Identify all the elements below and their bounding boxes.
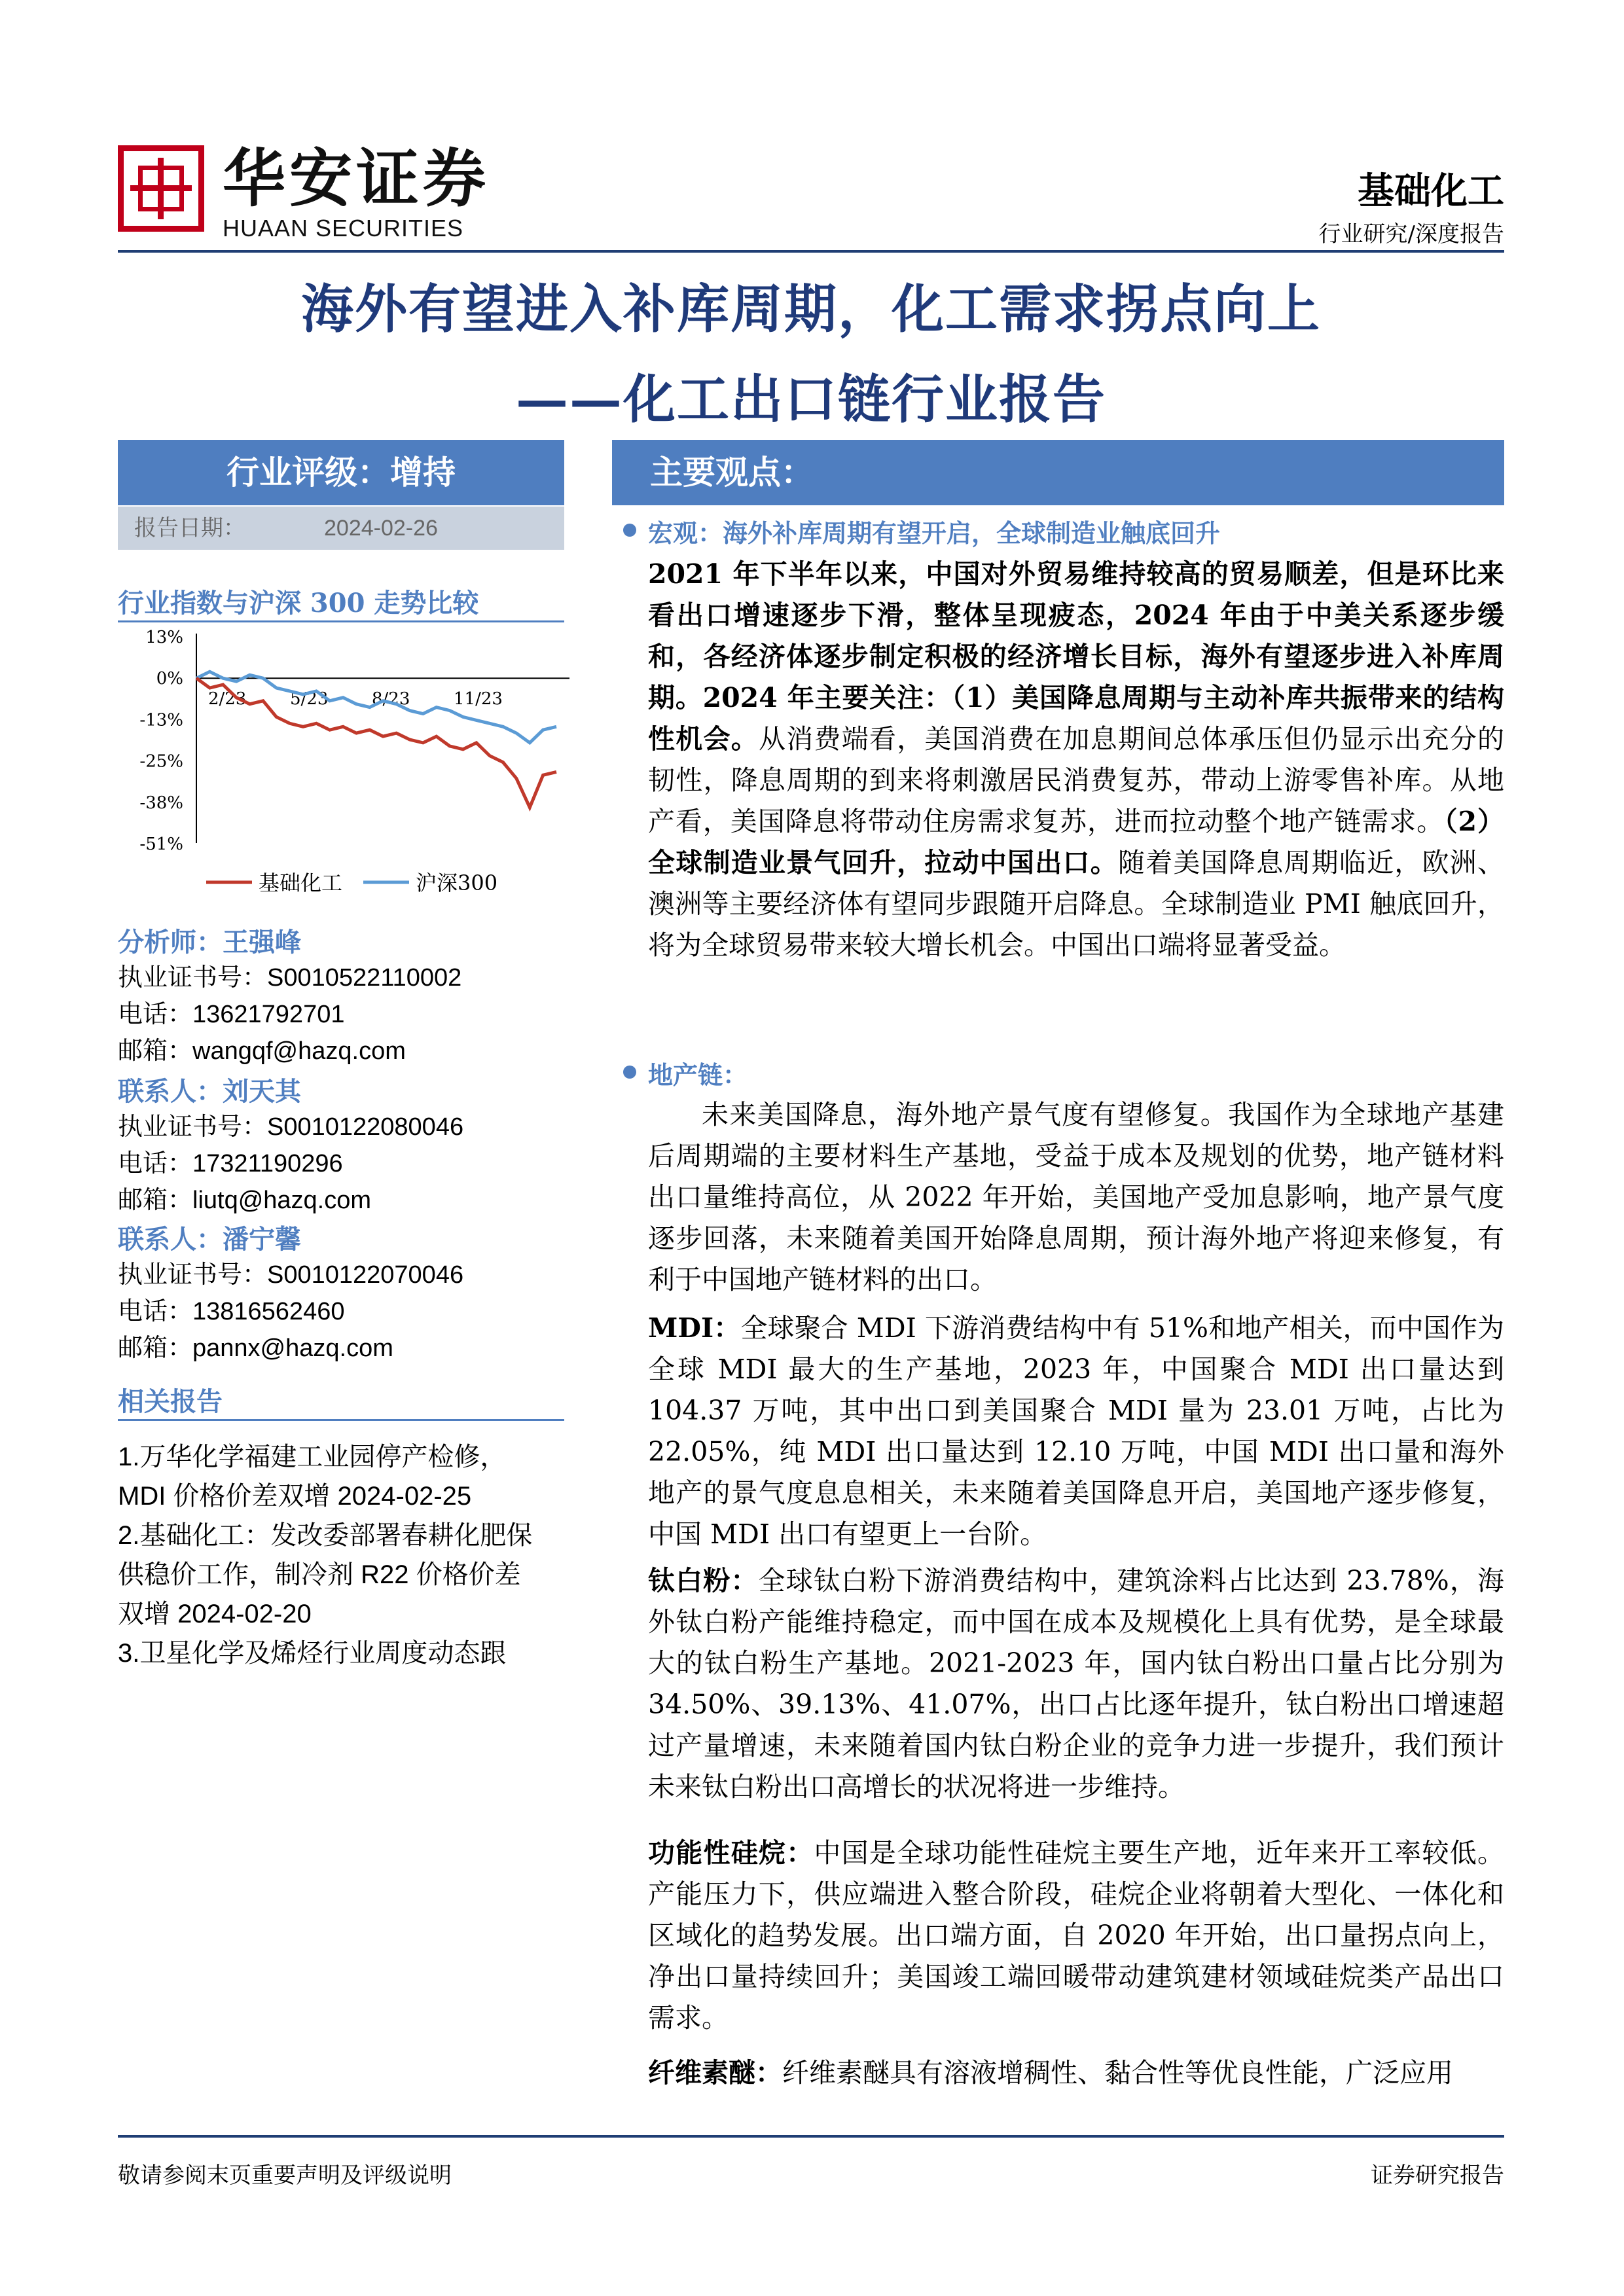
footer-label: 证券研究报告 [1371, 2162, 1504, 2189]
related-report-line[interactable]: 供稳价工作，制冷剂 R22 价格价差 [118, 1560, 521, 1589]
contact1-email[interactable]: 邮箱：liutq@hazq.com [118, 1187, 372, 1214]
related-report-line[interactable]: 双增 2024-02-20 [118, 1600, 312, 1628]
y-tick-label: 13% [145, 628, 183, 647]
contact2-cert: 执业证书号：S0010122070046 [118, 1261, 464, 1289]
related-report-line[interactable]: 3.卫星化学及烯烃行业周度动态跟 [118, 1639, 507, 1668]
legend-label-hs300: 沪深300 [416, 870, 498, 895]
x-tick-label: 2/23 [208, 689, 247, 709]
report-subtitle: ——化工出口链行业报告 [516, 368, 1106, 430]
silane-label: 功能性硅烷： [648, 1837, 814, 1869]
contact2-heading: 联系人：潘宁馨 [118, 1224, 301, 1255]
y-tick-label: -25% [139, 751, 183, 772]
related-report-line[interactable]: MDI 价格价差双增 2024-02-25 [118, 1482, 472, 1511]
logo-mark [118, 145, 204, 232]
analyst-cert: 执业证书号：S0010522110002 [118, 964, 462, 992]
report-date-label: 报告日期： [134, 515, 245, 541]
main-points-heading: 主要观点： [650, 453, 814, 492]
industry-rating: 行业评级：增持 [118, 440, 564, 505]
contact2-email[interactable]: 邮箱：pannx@hazq.com [118, 1335, 393, 1362]
analyst-email[interactable]: 邮箱：wangqf@hazq.com [118, 1037, 406, 1065]
cellulose-text: 纤维素醚具有溶液增稠性、黏合性等优良性能，广泛应用 [782, 2057, 1453, 2089]
macro-paragraph [648, 554, 1504, 966]
logo-english-name: HUAAN SECURITIES [223, 215, 464, 242]
analyst-heading: 分析师：王强峰 [118, 927, 301, 958]
y-tick-label: 0% [156, 669, 183, 689]
contact1-heading: 联系人：刘天其 [118, 1076, 301, 1107]
x-tick-label: 8/23 [372, 689, 410, 709]
mdi-paragraph [648, 1308, 1504, 1555]
tio2-text: 全球钛白粉下游消费结构中，建筑涂料占比达到 23.78%，海外钛白粉产能维持稳定，而中国在成本及规模化上具有优势，是全球最大的钛白粉生产基地。2021-2023 年，国内钛白粉出口量占比分别为 34.50%、39.13%、41.07%，出口占比逐年提升，钛白粉出口增速超过产量增速，未来随着国内钛白粉企业的竞争力进一步提升，我们预计未来钛白粉出口高增长的状况将进一步维持。 [648, 1565, 1505, 1803]
macro-heading: 宏观：海外补库周期有望开启，全球制造业触底回升 [648, 518, 1221, 548]
x-tick-label: 11/23 [454, 689, 503, 709]
cellulose-paragraph [648, 2053, 1504, 2094]
bullet-icon [623, 1066, 636, 1079]
logo-chinese-name: 华安证券 [223, 141, 490, 215]
chart-heading: 行业指数与沪深 300 走势比较 [118, 588, 479, 619]
report-date-value: 2024-02-26 [324, 516, 438, 541]
property-paragraph: 未来美国降息，海外地产景气度有望修复。我国作为全球地产基建后周期端的主要材料生产基地，受益于成本及规划的优势，地产链材料出口量维持高位，从 2022 年开始，美国地产受加息影响，地产景气度逐步回落，未来随着美国开始降息周期，预计海外地产将迎来修复，有利于中国地产链材料的出口。 [648, 1099, 1504, 1295]
property-heading: 地产链： [648, 1060, 748, 1090]
report-title: 海外有望进入补库周期，化工需求拐点向上 [301, 278, 1321, 340]
mdi-label: MDI： [648, 1312, 741, 1344]
y-tick-label: -38% [139, 793, 183, 813]
legend-label-chemical: 基础化工 [259, 870, 343, 895]
mdi-text: 全球聚合 MDI 下游消费结构中有 51%和地产相关，而中国作为全球 MDI 最大的生产基地，2023 年，中国聚合 MDI 出口量达到 104.37 万吨，其中出口到美国聚合 MDI 量为 23.01 万吨，占比为 22.05%，纯 MDI 出口量达到 12.10 万吨，中国 MDI 出口量和海外地产的景气度息息相关，未来随着美国降息开启，美国地产逐步修复，中国 MDI 出口有望更上一台阶。 [648, 1312, 1504, 1550]
sector-name: 基础化工 [1358, 170, 1504, 213]
header-divider [118, 250, 1504, 253]
silane-paragraph [648, 1833, 1504, 2039]
contact1-cert: 执业证书号：S0010122080046 [118, 1113, 464, 1141]
macro-bold-text-2: （2）全球制造业景气回升，拉动中国出口。 [648, 806, 1505, 878]
y-tick-label: -13% [139, 710, 183, 730]
tio2-paragraph [648, 1560, 1504, 1808]
tio2-label: 钛白粉： [648, 1565, 759, 1596]
y-tick-label: -51% [139, 834, 183, 854]
chart-heading-rule [118, 620, 564, 622]
report-type: 行业研究/深度报告 [1318, 221, 1504, 247]
silane-text: 中国是全球功能性硅烷主要生产地，近年来开工率较低。产能压力下，供应端进入整合阶段，硅烷企业将朝着大型化、一体化和区域化的趋势发展。出口端方面，自 2020 年开始，出口量拐点向上，净出口量持续回升；美国竣工端回暖带动建筑建材领域硅烷类产品出口需求。 [648, 1837, 1505, 2034]
main-points-bar [612, 440, 1504, 505]
related-reports-heading: 相关报告 [118, 1386, 223, 1417]
bullet-icon [623, 524, 636, 537]
analyst-phone: 电话：13621792701 [118, 1001, 345, 1028]
related-report-line[interactable]: 2.基础化工：发改委部署春耕化肥保 [118, 1521, 533, 1550]
trend-chart [118, 627, 576, 915]
contact2-phone: 电话：13816562460 [118, 1298, 345, 1325]
contact1-phone: 电话：17321190296 [118, 1150, 343, 1177]
macro-text: 从消费端看，美国消费在加息期间总体承压但仍显示出充分的韧性，降息周期的到来将刺激居民消费复苏，带动上游零售补库。从地产看，美国降息将带动住房需求复苏，进而拉动整个地产链需求。 [648, 723, 1505, 837]
x-tick-label: 5/23 [290, 689, 329, 709]
related-report-line[interactable]: 1.万华化学福建工业园停产检修， [118, 1443, 507, 1471]
macro-bold-text: 2021 年下半年以来，中国对外贸易维持较高的贸易顺差，但是环比来看出口增速逐步下滑，整体呈现疲态，2024 年由于中美关系逐步缓和，各经济体逐步制定积极的经济增长目标，海外有望逐步进入补库周期。2024 年主要关注：（1）美国降息周期与主动补库共振带来的结构性机会。 [648, 558, 1504, 755]
footer-divider [118, 2135, 1504, 2138]
related-reports-rule [118, 1419, 564, 1421]
macro-text-2: 随着美国降息周期临近，欧洲、澳洲等主要经济体有望同步跟随开启降息。全球制造业 PMI 触底回升，将为全球贸易带来较大增长机会。中国出口端将显著受益。 [648, 847, 1505, 961]
cellulose-label: 纤维素醚： [648, 2057, 782, 2089]
footer-disclaimer[interactable]: 敬请参阅末页重要声明及评级说明 [118, 2162, 452, 2189]
